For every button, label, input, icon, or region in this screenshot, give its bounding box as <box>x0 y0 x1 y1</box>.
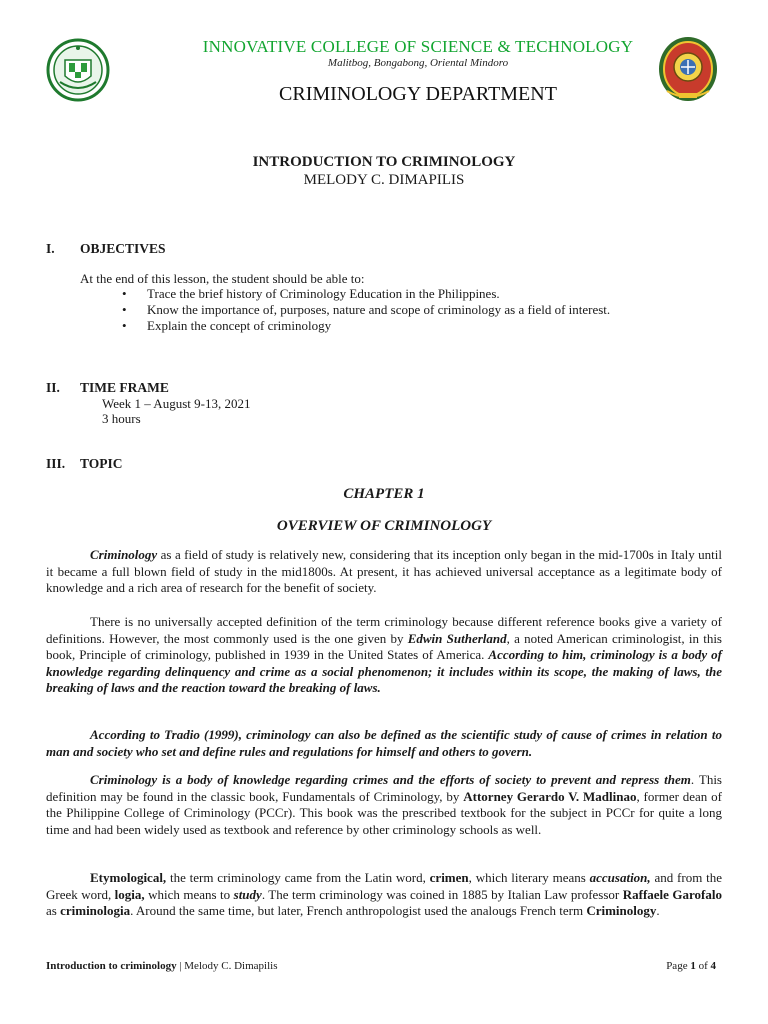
term-study: study <box>233 886 262 902</box>
objectives-intro: At the end of this lesson, the student should be able to: <box>80 271 365 286</box>
paragraph-etymology <box>46 870 722 920</box>
definition-quote: Criminology is a body of knowledge regarding crimes and the efforts of society to prevent and repress them <box>90 772 691 787</box>
college-address: Malitbog, Bongabong, Oriental Mindoro <box>327 57 509 69</box>
time-frame-week: Week 1 – August 9-13, 2021 <box>102 396 251 411</box>
paragraph-text: as a field of study is relatively new, considering that its inception only began in the mid-1700s in Italy until it became a full blown field of study in the mid1800s. At present, it has achieved universal acceptance as a legitimate body of knowledge and a rich area of research for the benefit of society. <box>46 547 722 595</box>
paragraph-madlinao <box>46 772 722 838</box>
time-frame-heading: TIME FRAME <box>80 380 169 395</box>
objectives-heading: OBJECTIVES <box>80 241 166 256</box>
page-label: Page <box>666 960 691 972</box>
college-name: INNOVATIVE COLLEGE OF SCIENCE & TECHNOLOGY <box>202 37 634 56</box>
paragraph-text: which means to <box>144 886 234 902</box>
paragraph-text: . This definition may be found in the classic book, Fundamentals of Criminology, by <box>46 772 722 804</box>
paragraph-text: , a noted American criminologist, in this book, Principle of criminology, published in 1939 in the United States of America. <box>46 630 722 662</box>
author-name: Attorney Gerardo V. Madlinao <box>463 788 637 804</box>
paragraph-definition <box>46 614 722 697</box>
topic-heading: TOPIC <box>80 456 123 471</box>
term-criminology-french: Criminology <box>586 903 657 918</box>
footer-author: Melody C. Dimapilis <box>184 960 278 972</box>
paragraph-text: as <box>46 903 61 918</box>
term-crimen: crimen <box>429 870 469 885</box>
objectives-number: I. <box>46 241 55 256</box>
college-seal-icon <box>46 38 110 102</box>
paragraph-text: and from the Greek word, <box>46 870 723 902</box>
time-frame-hours: 3 hours <box>102 411 141 426</box>
footer-title <box>46 960 277 972</box>
instructor-name: MELODY C. DIMAPILIS <box>303 172 465 188</box>
chapter-number: CHAPTER 1 <box>343 486 425 502</box>
paragraph-text: . <box>656 903 660 918</box>
term-criminologia: criminologia <box>60 903 131 918</box>
page-number <box>666 960 716 972</box>
paragraph-text: the term criminology came from the Latin word, <box>166 870 430 885</box>
term-logia: logia, <box>114 886 145 902</box>
term-accusation: accusation, <box>589 870 651 885</box>
paragraph-text: There is no universally accepted definition of the term criminology because different reference books give a variety of definitions. However, the most commonly used is the one given by <box>46 614 722 646</box>
department-title: CRIMINOLOGY DEPARTMENT <box>279 83 557 105</box>
paragraph-intro <box>46 547 722 597</box>
author-name: Edwin Sutherland <box>407 630 507 646</box>
author-name: Raffaele Garofalo <box>622 886 722 902</box>
paragraph-text: . Around the same time, but later, French anthropologist used the analougs French term <box>130 903 587 918</box>
list-item: • Know the importance of, purposes, nature and scope of criminology as a field of interest. <box>120 302 610 318</box>
paragraph-tradio <box>46 727 722 760</box>
objectives-list <box>120 286 610 334</box>
topic-number: III. <box>46 456 66 471</box>
page-of-label: of <box>695 960 711 972</box>
footer-doc-title: Introduction to criminology <box>46 960 177 972</box>
course-title: INTRODUCTION TO CRIMINOLOGY <box>252 154 516 170</box>
term-criminology: Criminology <box>90 547 158 562</box>
term-etymological: Etymological, <box>90 870 167 885</box>
page-total: 4 <box>710 960 716 972</box>
chapter-title: OVERVIEW OF CRIMINOLOGY <box>276 518 492 534</box>
page-current: 1 <box>690 960 696 972</box>
paragraph-text: , which literary means <box>468 870 590 885</box>
paragraph-text: . The term criminology was coined in 1885 by Italian Law professor <box>261 886 623 902</box>
footer-separator: | <box>176 960 185 972</box>
list-item: • Explain the concept of criminology <box>120 318 610 334</box>
definition-quote: According to Tradio (1999), criminology can also be defined as the scientific study of cause of crimes in relation to man and society who set and define rules and regulations for himself and others to govern. <box>46 727 722 759</box>
paragraph-text: , former dean of the Philippine College of Criminology (PCCr). This book was the prescribed textbook for the subject in PCCr for quite a long time and had been widely used as textbook and reference by other criminology schools as well. <box>46 788 722 837</box>
time-frame-number: II. <box>46 380 60 395</box>
definition-quote: According to him, criminology is a body of knowledge regarding delinquency and crime as a social phenomenon; it includes within its scope, the making of laws, the breaking of laws and the reaction toward the breaking of laws. <box>46 647 723 695</box>
list-item: • Trace the brief history of Criminology Education in the Philippines. <box>120 286 610 302</box>
